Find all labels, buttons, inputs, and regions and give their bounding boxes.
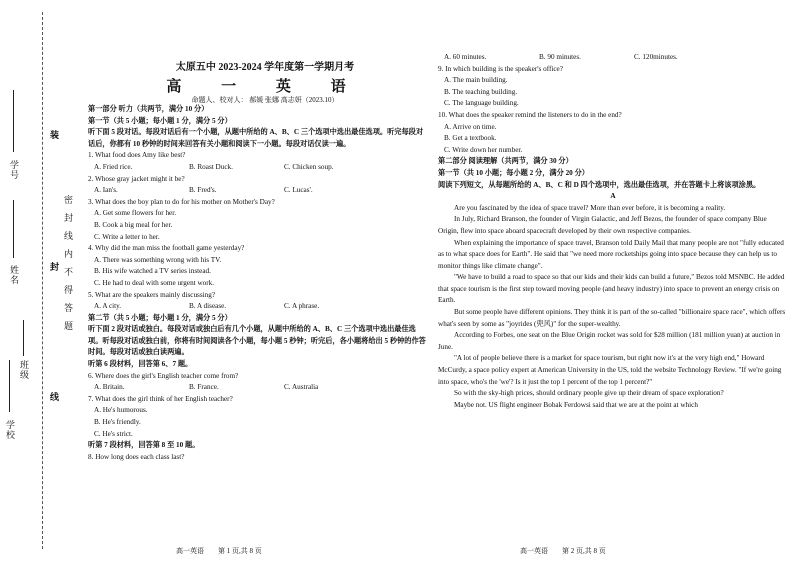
option: A. Fried rice.	[94, 162, 133, 171]
option: C. 120minutes.	[634, 53, 678, 61]
question-line: B. Cook a big meal for her.	[94, 220, 173, 229]
passage-paragraph: So with the sky-high prices, should ordinary people give up their dream of space exploration?	[454, 389, 724, 398]
question-line: 4. Why did the man miss the football game yesterday?	[88, 244, 245, 253]
option: B. A disease.	[189, 302, 227, 311]
seal-word: 得	[63, 285, 73, 295]
question-line: B. The teaching building.	[444, 87, 518, 96]
binding-label-school: 学校	[5, 420, 15, 440]
passage-paragraph: But some people have different opinions. They think it is part of the so-called "billionaire space race", which offers what's seen by some as "joyrides (兜风)" for the super-wealthy.	[438, 308, 786, 328]
binding-blank-class	[23, 320, 24, 356]
passage-paragraph: "We have to build a road to space so that our kids and their kids can build a future," Bezos told MSNBC. He added that space tourism is the first step toward moving people (and heavy industry) into space to prevent an energy crisis on Earth.	[438, 273, 785, 305]
seal-word: 封	[63, 213, 73, 223]
question-line: 6. Where does the girl's English teacher come from?	[88, 371, 239, 380]
question-line: 1. What food does Amy like best?	[88, 151, 186, 160]
page-1-footer: 高一英语 第 1 页,共 8 页	[176, 547, 262, 555]
question-line: 2. Whose gray jacket might it be?	[88, 174, 185, 183]
passage-paragraph: Maybe not. US flight engineer Bobak Ferdowsi said that we are at the point at which	[454, 400, 698, 409]
section-heading: 第二节（共 5 小题；每小题 1 分，满分 5 分）	[88, 313, 232, 322]
binding-label-class: 班级	[19, 360, 29, 380]
binding-label-student-no: 学号	[9, 160, 19, 180]
section-heading: 听第 6 段材料，回答第 6、7 题。	[88, 360, 193, 369]
option: B. Roast Duck.	[189, 162, 233, 171]
question-line: C. He's strict.	[94, 429, 133, 438]
seal-word: 答	[63, 303, 73, 313]
editors-line: 命题人、校对人： 郝媛 张娜 高志妍（2023.10）	[191, 96, 339, 104]
option-row	[88, 301, 428, 313]
question-line: 8. How long does each class last?	[88, 452, 185, 461]
question-line: 7. What does the girl think of her English teacher?	[88, 394, 233, 403]
question-line: C. The language building.	[444, 99, 519, 108]
option: B. France.	[189, 383, 219, 392]
section-heading: 第二部分 阅读理解（共两节，满分 30 分）	[438, 157, 573, 166]
binding-mark-line: 线	[49, 392, 59, 402]
question-line: 9. In which building is the speaker's office?	[438, 64, 563, 73]
question-line: 3. What does the boy plan to do for his mother on Mother's Day?	[88, 197, 275, 206]
section-heading: 听下面 5 段对话。每段对话后有一个小题，从题中所给的 A、B、C 三个选项中选出最佳选项。听完每段对话后，你都有 10 秒钟的时间来回答有关小题和阅读下一小题。每段对话仅读一遍。	[88, 128, 424, 148]
question-line: C. Write a letter to her.	[94, 232, 160, 241]
section-heading: 听第 7 段材料，回答第 8 至 10 题。	[88, 441, 200, 450]
question-line: B. Get a textbook.	[444, 134, 497, 143]
section-heading: 第一部分 听力（共两节，满分 10 分）	[88, 105, 209, 113]
question-line: A. Get some flowers for her.	[94, 209, 177, 218]
binding-mark-cut: 装	[49, 130, 59, 140]
binding-blank-student-no	[13, 90, 14, 152]
section-heading: 阅读下列短文，从每题所给的 A、B、C 和 D 四个选项中，选出最佳选项，并在答题卡上将该项涂黑。	[438, 180, 761, 189]
option: A. A city.	[94, 302, 122, 311]
question-line: B. His wife watched a TV series instead.	[94, 267, 211, 276]
option: C. Lucas'.	[284, 186, 313, 195]
passage-paragraph: In July, Richard Branson, the founder of Virgin Galactic, and Jeff Bezos, the founder of space company Blue Origin, flew into space aboard spacecraft developed by their own respective companies.	[438, 215, 767, 235]
binding-blank-school	[9, 360, 10, 412]
page-2-column	[438, 52, 788, 411]
passage-paragraph: According to Forbes, one seat on the Blue Origin rocket was sold for $28 million (181 million yuan) at auction in June.	[438, 331, 781, 351]
page-1-column	[88, 104, 428, 463]
question-line: A. There was something wrong with his TV.	[94, 255, 222, 264]
binding-margin	[0, 0, 82, 561]
option: C. A phrase.	[284, 302, 320, 311]
question-line: C. He had to deal with some urgent work.	[94, 278, 215, 287]
passage-paragraph: When explaining the importance of space travel, Branson told Daily Mail that many people are not "fully educated as to what space does for Earth". He said that "we need more rocketships going into space because they can help us to monitor things like climate change".	[438, 238, 784, 270]
option: C. Australia	[284, 383, 319, 392]
section-heading: 听下面 2 段对话或独白。每段对话或独白后有几个小题，从题中所给的 A、B、C 三个选项中选出最佳选项。听每段对话或独白前，你将有时间阅读各个小题，每小题 5 秒钟；听完后，各小题将给出 5 秒钟的作答时间。每段对话或独白读两遍。	[88, 325, 426, 357]
section-heading: 第一节（共 5 小题；每小题 1 分，满分 5 分）	[88, 116, 232, 125]
passage-paragraph: Are you fascinated by the idea of space travel? More than ever before, it is becoming a reality.	[454, 203, 726, 212]
option-row	[438, 52, 788, 64]
passage-paragraph: "A lot of people believe there is a market for space tourism, but right now it's at the very high end," Howard McCurdy, a space policy expert at American University in the US, told the website Technology Review. "If we're going into space, who's the 'we'? Is it just the top 1 percent of the top 1 percent?"	[438, 354, 782, 386]
question-line: C. Write down her number.	[444, 145, 523, 154]
binding-mark-seal: 封	[49, 262, 59, 272]
seal-word: 线	[63, 231, 73, 241]
question-line: 10. What does the speaker remind the listeners to do in the end?	[438, 110, 622, 119]
seal-word: 密	[63, 195, 73, 205]
question-line: 5. What are the speakers mainly discussing?	[88, 290, 216, 299]
binding-blank-name	[13, 200, 14, 258]
section-heading: A	[610, 192, 616, 201]
option-row	[88, 382, 428, 394]
option: A. Britain.	[94, 383, 125, 392]
option: B. Fred's.	[189, 186, 217, 195]
question-line: B. He's friendly.	[94, 418, 141, 427]
option: A. 60 minutes.	[444, 53, 487, 61]
option: A. Ian's.	[94, 186, 118, 195]
page-2-footer: 高一英语 第 2 页,共 8 页	[520, 547, 606, 555]
binding-label-name: 姓名	[9, 265, 19, 285]
option: C. Chicken soup.	[284, 162, 334, 171]
seal-word: 不	[63, 267, 73, 277]
question-line: A. Arrive on time.	[444, 122, 497, 131]
section-heading: 第一节（共 10 小题；每小题 2 分，满分 20 分）	[438, 168, 589, 177]
subject-title: 高 一 英 语	[166, 79, 364, 95]
exam-title: 太原五中 2023-2024 学年度第一学期月考	[175, 62, 355, 73]
question-line: A. He's humorous.	[94, 406, 148, 415]
option: B. 90 minutes.	[539, 53, 581, 61]
seal-words	[62, 195, 75, 331]
option-row	[88, 185, 428, 197]
option-row	[88, 162, 428, 174]
question-line: A. The main building.	[444, 76, 508, 85]
seal-word: 内	[63, 249, 73, 259]
seal-word: 题	[63, 321, 73, 331]
binding-dashed-line	[42, 12, 43, 549]
